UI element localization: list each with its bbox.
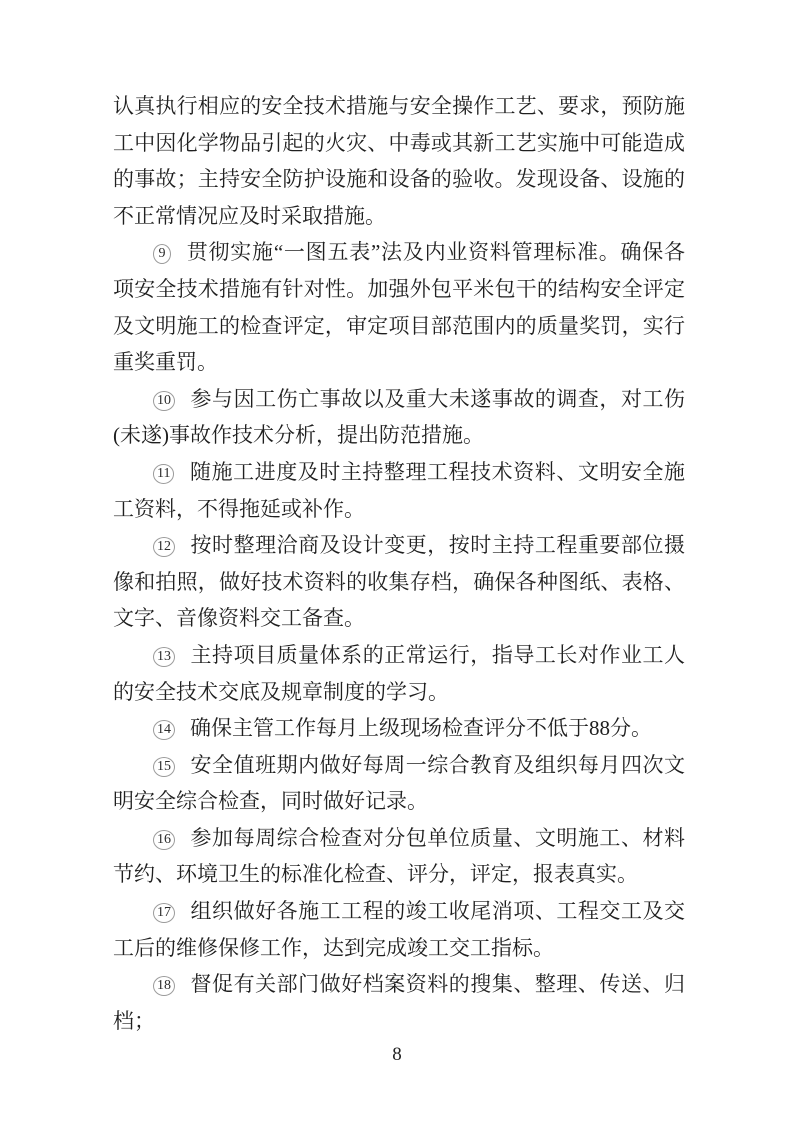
item-number-circled: 14	[153, 720, 175, 740]
item-number-circled: 16	[153, 830, 175, 850]
numbered-item	[113, 234, 685, 380]
item-text: 确保主管工作每月上级现场检查评分不低于88分。	[190, 716, 652, 741]
item-number-circled: 10	[153, 391, 175, 411]
item-number-circled: 11	[153, 464, 174, 484]
numbered-item	[113, 893, 685, 966]
item-text: 贯彻实施“一图五表”法及内业资料管理标准。确保各项安全技术措施有针对性。加强外包平米包干的结构安全评定及文明施工的检查评定，审定项目部范围内的质量奖罚，实行重奖重罚。	[113, 240, 685, 375]
item-text: 按时整理洽商及设计变更，按时主持工程重要部位摄像和拍照，做好技术资料的收集存档，确保各种图纸、表格、文字、音像资料交工备查。	[113, 533, 685, 631]
numbered-item	[113, 747, 685, 820]
item-number-circled: 18	[153, 976, 175, 996]
numbered-item	[113, 637, 685, 710]
item-text: 随施工进度及时主持整理工程技术资料、文明安全施工资料，不得拖延或补作。	[113, 459, 685, 521]
paragraph-continuation: 认真执行相应的安全技术措施与安全操作工艺、要求，预防施工中因化学物品引起的火灾、中毒或其新工艺实施中可能造成的事故；主持安全防护设施和设备的验收。发现设备、设施的不正常情况应及时采取措施。	[113, 94, 685, 228]
numbered-item	[113, 966, 685, 1039]
numbered-item	[113, 710, 685, 747]
numbered-item	[113, 527, 685, 637]
item-text: 主持项目质量体系的正常运行，指导工长对作业工人的安全技术交底及规章制度的学习。	[113, 642, 685, 704]
numbered-item	[113, 454, 685, 527]
item-number-circled: 15	[153, 757, 175, 777]
numbered-item	[113, 381, 685, 454]
item-text: 组织做好各施工工程的竣工收尾消项、工程交工及交工后的维修保修工作，达到完成竣工交工指标。	[113, 899, 685, 960]
numbered-item	[113, 820, 685, 893]
numbered-items-list	[113, 234, 685, 1039]
item-number-circled: 12	[153, 537, 175, 557]
page-number: 8	[392, 1044, 402, 1065]
item-number-circled: 17	[153, 903, 175, 923]
item-text: 督促有关部门做好档案资料的搜集、整理、传送、归档；	[113, 972, 685, 1033]
document-content	[113, 88, 685, 1039]
item-number-circled: 13	[153, 647, 175, 667]
item-number-circled: 9	[153, 244, 171, 264]
item-text: 参加每周综合检查对分包单位质量、文明施工、材料节约、环境卫生的标准化检查、评分，评定，报表真实。	[113, 825, 685, 887]
item-text: 参与因工伤亡事故以及重大未遂事故的调查，对工伤(未遂)事故作技术分析，提出防范措施。	[113, 386, 685, 448]
item-text: 安全值班期内做好每周一综合教育及组织每月四次文明安全综合检查，同时做好记录。	[113, 752, 685, 814]
